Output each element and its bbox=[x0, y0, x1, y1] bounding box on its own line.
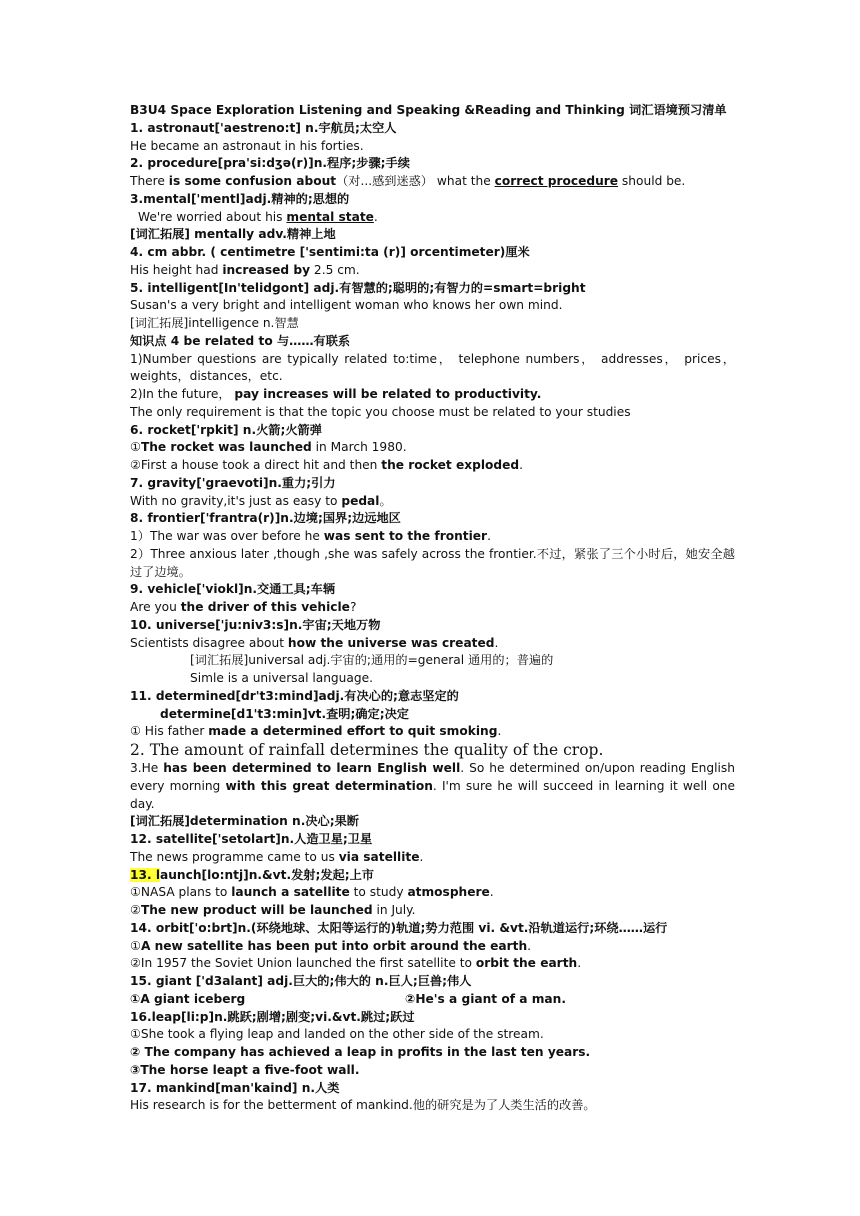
entry-14-example-2: ②In 1957 the Soviet Union launched the first satellite to orbit the earth. bbox=[130, 956, 582, 971]
entry-14-example-1: ①A new satellite has been put into orbit around the earth. bbox=[130, 938, 532, 953]
entry-3-headword: 3.mental['mentl]adj.精神的;思想的 bbox=[130, 191, 350, 206]
entry-14-headword: 14. orbit['o:brt]n.(环绕地球、太阳等运行的)轨道;势力范围 vi. &vt.沿轨道运行;环绕……运行 bbox=[130, 920, 668, 935]
entry-10-extension: [词汇拓展]universal adj.宇宙的;通用的=general 通用的；普遍的 bbox=[190, 653, 554, 668]
entry-2-example: There is some confusion about（对...感到迷惑） what the correct procedure should be. bbox=[130, 174, 686, 188]
entry-8-example-2: 2）Three anxious later ,though ,she was safely across the frontier.不过，紧张了三个小时后，她安全越过了边境。 bbox=[130, 546, 735, 579]
entry-10-headword: 10. universe['ju:niv3:s]n.宇宙;天地万物 bbox=[130, 617, 381, 632]
entry-3-extension: [词汇拓展] mentally adv.精神上地 bbox=[130, 227, 336, 242]
entry-5-extension: [词汇拓展]intelligence n.智慧 bbox=[130, 316, 299, 330]
entry-3-example: We're worried about his mental state. bbox=[138, 209, 378, 224]
entry-5-example: Susan's a very bright and intelligent woman who knows her own mind. bbox=[130, 298, 563, 313]
knowledge-point-4-example-2: 2)In the future， pay increases will be related to productivity. bbox=[130, 387, 542, 401]
entry-13-example-1: ①NASA plans to launch a satellite to study atmosphere. bbox=[130, 885, 494, 900]
entry-9-headword: 9. vehicle['viokl]n.交通工具;车辆 bbox=[130, 582, 336, 597]
entry-11-example-3: 3.He has been determined to learn English well. So he determined on/upon reading English every morning with this great determination. I'm sure he will succeed in learning it well one day. bbox=[130, 761, 735, 811]
entry-15-headword: 15. giant ['d3alant] adj.巨大的;伟大的 n.巨人;巨兽;伟人 bbox=[130, 974, 472, 988]
entry-6-headword: 6. rocket['rpkit] n.火箭;火箭弹 bbox=[130, 422, 322, 437]
entry-5-headword: 5. intelligent[In'telidgont] adj.有智慧的;聪明的;有智力的=smart=bright bbox=[130, 280, 586, 295]
entry-11-example-1: ① His father made a determined effort to quit smoking. bbox=[130, 724, 502, 739]
document-title: B3U4 Space Exploration Listening and Speaking &Reading and Thinking 词汇语境预习清单 bbox=[130, 103, 727, 117]
entry-11-headword-2: determine[d1't3:min]vt.查明;确定;决定 bbox=[160, 706, 409, 721]
entry-7-headword: 7. gravity['graevoti]n.重力;引力 bbox=[130, 475, 336, 490]
entry-9-example: Are you the driver of this vehicle? bbox=[130, 600, 357, 614]
entry-11-example-2: 2. The amount of rainfall determines the quality of the crop. bbox=[130, 741, 604, 759]
document-body bbox=[130, 102, 735, 1115]
entry-10-extension-example: Simle is a universal language. bbox=[190, 671, 373, 685]
entry-17-example: His research is for the betterment of mankind.他的研究是为了人类生活的改善。 bbox=[130, 1098, 596, 1113]
entry-15-examples: ①A giant iceberg ②He's a giant of a man. bbox=[130, 991, 566, 1006]
entry-16-headword: 16.leap[li:p]n.跳跃;剧增;剧变;vi.&vt.跳过;跃过 bbox=[130, 1009, 415, 1024]
entry-11-headword: 11. determined[dr't3:mind]adj.有决心的;意志坚定的 bbox=[130, 688, 459, 703]
entry-4-example: His height had increased by 2.5 cm. bbox=[130, 262, 360, 277]
entry-13-example-2: ②The new product will be launched in July. bbox=[130, 903, 416, 917]
knowledge-point-4-example-3: The only requirement is that the topic you choose must be related to your studies bbox=[130, 404, 631, 419]
entry-16-example-2: ② The company has achieved a leap in profits in the last ten years. bbox=[130, 1045, 591, 1059]
entry-1-headword: 1. astronaut['aestreno:t] n.宇航员;太空人 bbox=[130, 120, 397, 135]
entry-11-extension: [词汇拓展]determination n.决心;果断 bbox=[130, 814, 359, 829]
entry-8-example-1: 1）The war was over before he was sent to the frontier. bbox=[130, 529, 491, 543]
entry-6-example-1: ①The rocket was launched in March 1980. bbox=[130, 440, 407, 455]
knowledge-point-4-example-1: 1)Number questions are typically related to:time， telephone numbers， addresses， prices， weights，distances，etc. bbox=[130, 351, 735, 384]
entry-16-example-3: ③The horse leapt a five-foot wall. bbox=[130, 1062, 360, 1077]
entry-12-headword: 12. satellite['setolart]n.人造卫星;卫星 bbox=[130, 832, 373, 846]
entry-7-example: With no gravity,it's just as easy to pedal。 bbox=[130, 493, 392, 508]
highlighted-text: 13. l bbox=[130, 867, 161, 882]
entry-1-example: He became an astronaut in his forties. bbox=[130, 138, 364, 153]
entry-10-example: Scientists disagree about how the universe was created. bbox=[130, 635, 499, 650]
entry-6-example-2: ②First a house took a direct hit and then the rocket exploded. bbox=[130, 458, 523, 472]
entry-16-example-1: ①She took a flying leap and landed on the other side of the stream. bbox=[130, 1027, 544, 1042]
entry-8-headword: 8. frontier['frantra(r)]n.边境;国界;边远地区 bbox=[130, 511, 401, 526]
entry-12-example: The news programme came to us via satellite. bbox=[130, 849, 424, 864]
entry-17-headword: 17. mankind[man'kaind] n.人类 bbox=[130, 1080, 340, 1095]
entry-4-headword: 4. cm abbr. ( centimetre ['sentimi:ta (r)] orcentimeter)厘米 bbox=[130, 245, 530, 259]
entry-13-headword: 13. launch[lo:ntj]n.&vt.发射;发起;上市 bbox=[130, 867, 374, 882]
knowledge-point-4-heading: 知识点 4 be related to 与……有联系 bbox=[130, 333, 351, 348]
entry-2-headword: 2. procedure[pra'si:dʒə(r)]n.程序;步骤;手续 bbox=[130, 156, 410, 171]
